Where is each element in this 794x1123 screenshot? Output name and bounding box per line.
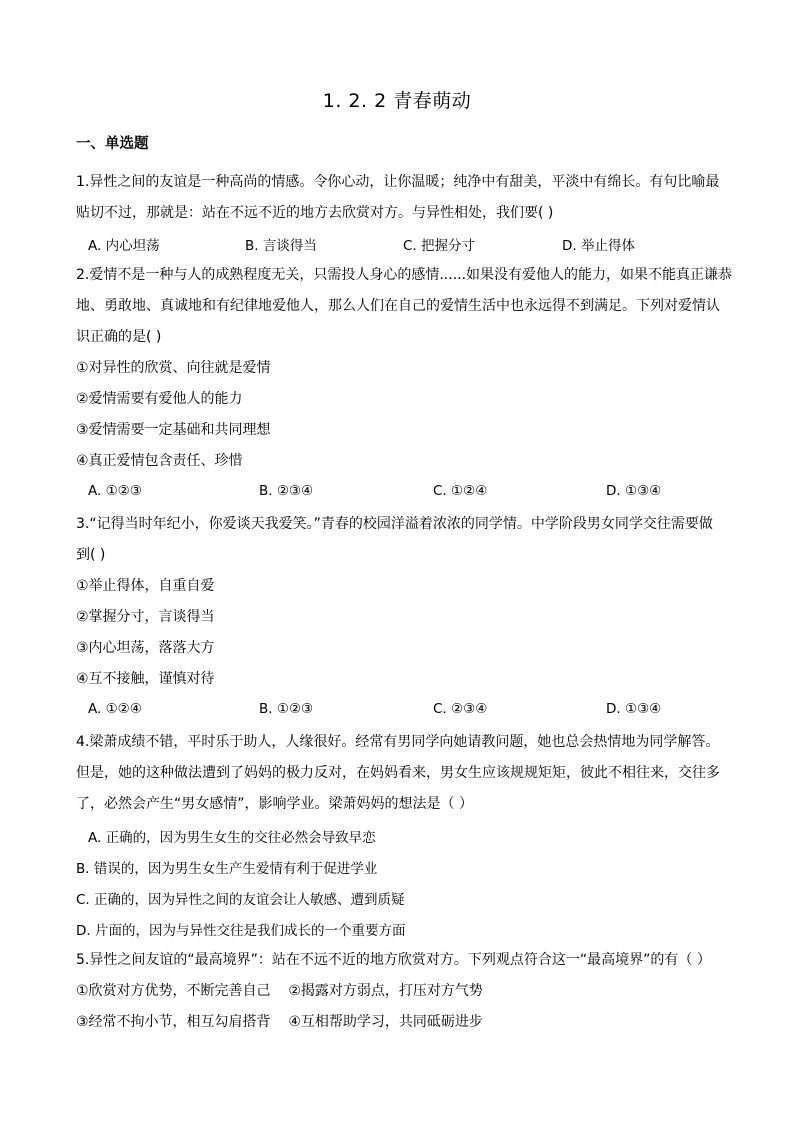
question-2-line-2: 地、勇敢地、真诚地和有纪律地爱他人，那么人们在自己的爱情生活中也永远得不到满足。下列对爱情认 bbox=[76, 298, 720, 314]
question-1-option-d: D. 举止得体 bbox=[562, 238, 635, 254]
question-3-item-2: ②掌握分寸，言谈得当 bbox=[76, 609, 215, 625]
question-3-option-c: C. ②③④ bbox=[433, 701, 488, 717]
question-1-option-a: A. 内心坦荡 bbox=[88, 238, 160, 254]
question-2-item-2: ②爱情需要有爱他人的能力 bbox=[76, 391, 243, 407]
question-4-line-1: 4.梁萧成绩不错，平时乐于助人，人缘很好。经常有男同学向她请教问题，她也总会热情地为同学解答。 bbox=[76, 734, 720, 750]
section-heading: 一、单选题 bbox=[76, 136, 149, 152]
question-3-item-1: ①举止得体，自重自爱 bbox=[76, 578, 215, 594]
question-2-option-c: C. ①②④ bbox=[433, 483, 488, 499]
question-1-line-1: 1.异性之间的友谊是一种高尚的情感。令你心动，让你温暖；纯净中有甜美，平淡中有绵长。有句比喻最 bbox=[76, 174, 720, 190]
question-2-item-4: ④真正爱情包含责任、珍惜 bbox=[76, 453, 243, 469]
question-5-line-1: 5.异性之间友谊的“最高境界”：站在不远不近的地方欣赏对方。下列观点符合这一“最高境界”的有（ ） bbox=[76, 952, 711, 968]
question-2-item-3: ③爱情需要一定基础和共同理想 bbox=[76, 422, 271, 438]
question-4-option-a: A. 正确的，因为男生女生的交往必然会导致早恋 bbox=[88, 830, 376, 846]
question-3-line-1: 3.“记得当时年纪小，你爱谈天我爱笑。”青春的校园洋溢着浓浓的同学情。中学阶段男女同学交往需要做 bbox=[76, 516, 713, 532]
question-5-item-row-1: ①欣赏对方优势，不断完善自己 ②揭露对方弱点，打压对方气势 bbox=[76, 983, 483, 999]
question-2-option-b: B. ②③④ bbox=[259, 483, 314, 499]
question-3-line-2: 到( ) bbox=[76, 547, 106, 563]
question-4-line-3: 了，必然会产生“男女感情”，影响学业。梁萧妈妈的想法是（ ） bbox=[76, 796, 473, 812]
question-2-item-1: ①对异性的欣赏、向往就是爱情 bbox=[76, 360, 271, 376]
question-3-item-3: ③内心坦荡，落落大方 bbox=[76, 640, 215, 656]
question-1-line-2: 贴切不过，那就是：站在不远不近的地方去欣赏对方。与异性相处，我们要( ) bbox=[76, 205, 554, 221]
page-title: 1. 2. 2 青春萌动 bbox=[322, 90, 472, 112]
question-4-line-2: 但是，她的这种做法遭到了妈妈的极力反对，在妈妈看来，男女生应该规规矩矩，彼此不相往来，交往多 bbox=[76, 765, 720, 781]
question-2-option-a: A. ①②③ bbox=[88, 483, 142, 499]
question-3-option-b: B. ①②③ bbox=[259, 701, 314, 717]
question-3-item-4: ④互不接触，谨慎对待 bbox=[76, 671, 215, 687]
question-2-line-1: 2.爱情不是一种与人的成熟程度无关，只需投人身心的感情......如果没有爱他人的能力，如果不能真正谦恭 bbox=[76, 267, 733, 283]
question-4-option-d: D. 片面的，因为与异性交往是我们成长的一个重要方面 bbox=[76, 923, 406, 939]
question-5-item-row-2: ③经常不拘小节，相互勾肩搭背 ④互相帮助学习，共同砥砺进步 bbox=[76, 1014, 483, 1030]
question-4-option-b: B. 错误的，因为男生女生产生爱情有利于促进学业 bbox=[76, 861, 378, 877]
question-1-option-b: B. 言谈得当 bbox=[245, 238, 317, 254]
question-1-option-c: C. 把握分寸 bbox=[403, 238, 476, 254]
question-2-line-3: 识正确的是( ) bbox=[76, 329, 162, 345]
question-3-option-a: A. ①②④ bbox=[88, 701, 142, 717]
question-4-option-c: C. 正确的，因为异性之间的友谊会让人敏感、遭到质疑 bbox=[76, 892, 405, 908]
question-3-option-d: D. ①③④ bbox=[606, 701, 662, 717]
question-2-option-d: D. ①③④ bbox=[606, 483, 662, 499]
